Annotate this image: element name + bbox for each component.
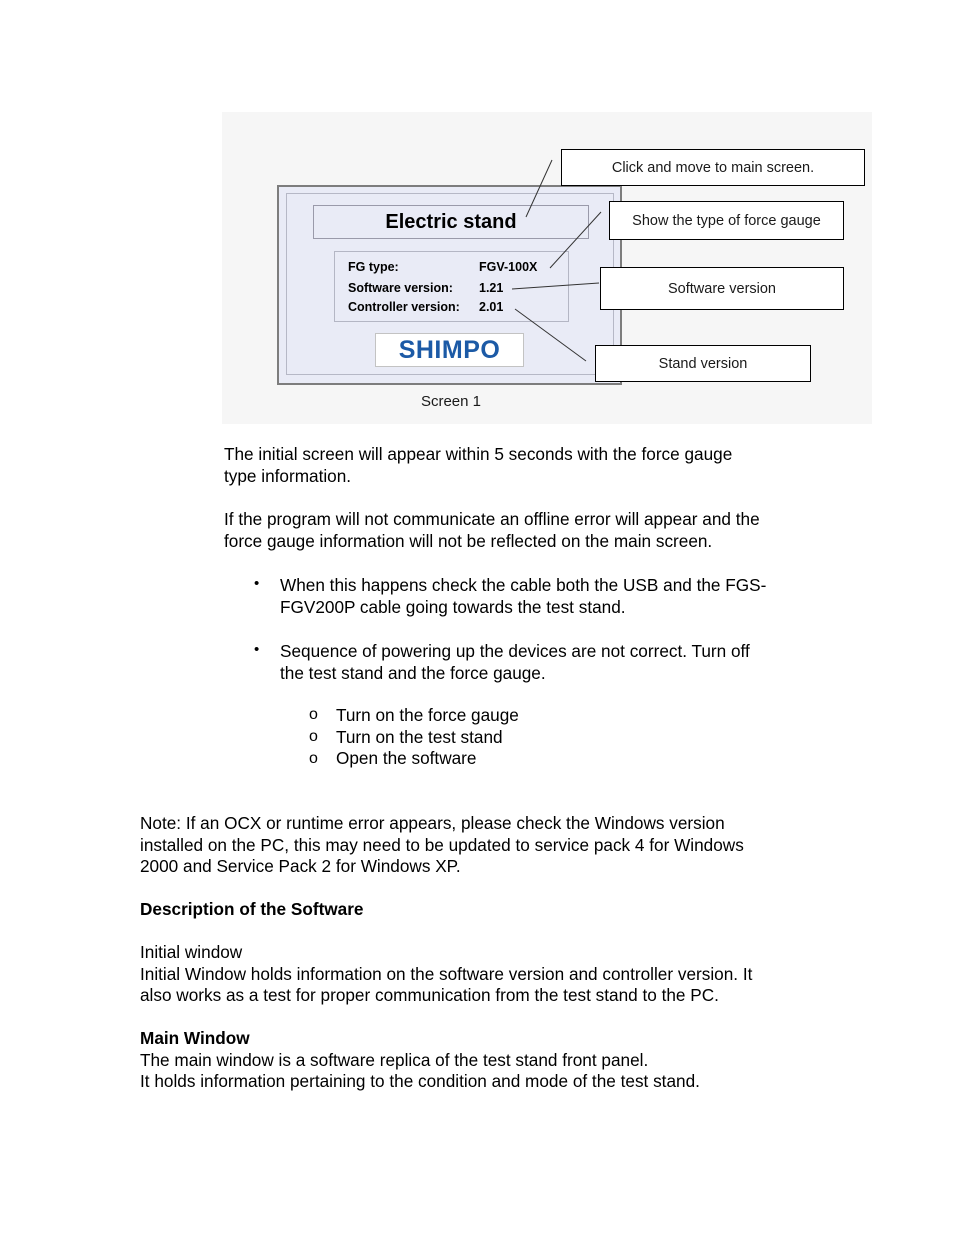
fg-type-value: FGV-100X — [479, 260, 538, 274]
callout-stand-version: Stand version — [595, 345, 811, 382]
initial-window-heading: Initial window — [140, 942, 243, 962]
figure-caption: Screen 1 — [420, 393, 482, 410]
note-paragraph: Note: If an OCX or runtime error appears, please check the Windows version installed on the PC, this may need to be updated to service pack 4 for Windows 2000 and Service Pack 2 for Windows XP. — [140, 813, 744, 877]
bullet-dot: • — [254, 641, 260, 658]
sub-bullet-circle: o — [309, 750, 318, 767]
callout-software-version: Software version — [600, 267, 844, 310]
sub-bullet-test-stand: Turn on the test stand — [336, 727, 503, 747]
window-title[interactable]: Electric stand — [313, 205, 589, 239]
sub-bullet-open-software: Open the software — [336, 748, 477, 768]
callout-click-move: Click and move to main screen. — [561, 149, 865, 186]
logo-text: SHIMPO — [398, 335, 501, 364]
fg-type-label: FG type: — [348, 260, 399, 274]
bullet-power-sequence: Sequence of powering up the devices are not correct. Turn off the test stand and the force gauge. — [280, 641, 750, 683]
description-heading: Description of the Software — [140, 899, 364, 919]
bullet-dot: • — [254, 575, 260, 592]
controller-version-value: 2.01 — [479, 300, 504, 314]
sub-bullet-circle: o — [309, 728, 318, 745]
controller-version-label: Controller version: — [348, 300, 460, 314]
software-version-value: 1.21 — [479, 281, 504, 295]
main-window-section: Main Window The main window is a software replica of the test stand front panel. It holds information pertaining to the condition and mode of the test stand. — [140, 1028, 700, 1092]
software-version-label: Software version: — [348, 281, 453, 295]
paragraph-initial-screen: The initial screen will appear within 5 seconds with the force gauge type information. — [224, 444, 733, 486]
sub-bullet-circle: o — [309, 706, 318, 723]
callout-force-gauge-type: Show the type of force gauge — [609, 201, 844, 240]
shimpo-logo — [375, 333, 524, 367]
paragraph-offline-error: If the program will not communicate an offline error will appear and the force gauge information will not be reflected on the main screen. — [224, 509, 760, 551]
main-window-heading: Main Window — [140, 1028, 250, 1048]
bullet-check-cable: When this happens check the cable both the USB and the FGS- FGV200P cable going towards the test stand. — [280, 575, 767, 617]
initial-window-section: Initial window Initial Window holds information on the software version and controller version. It also works as a test for proper communication from the test stand to the PC. — [140, 942, 753, 1006]
sub-bullet-force-gauge: Turn on the force gauge — [336, 705, 519, 725]
